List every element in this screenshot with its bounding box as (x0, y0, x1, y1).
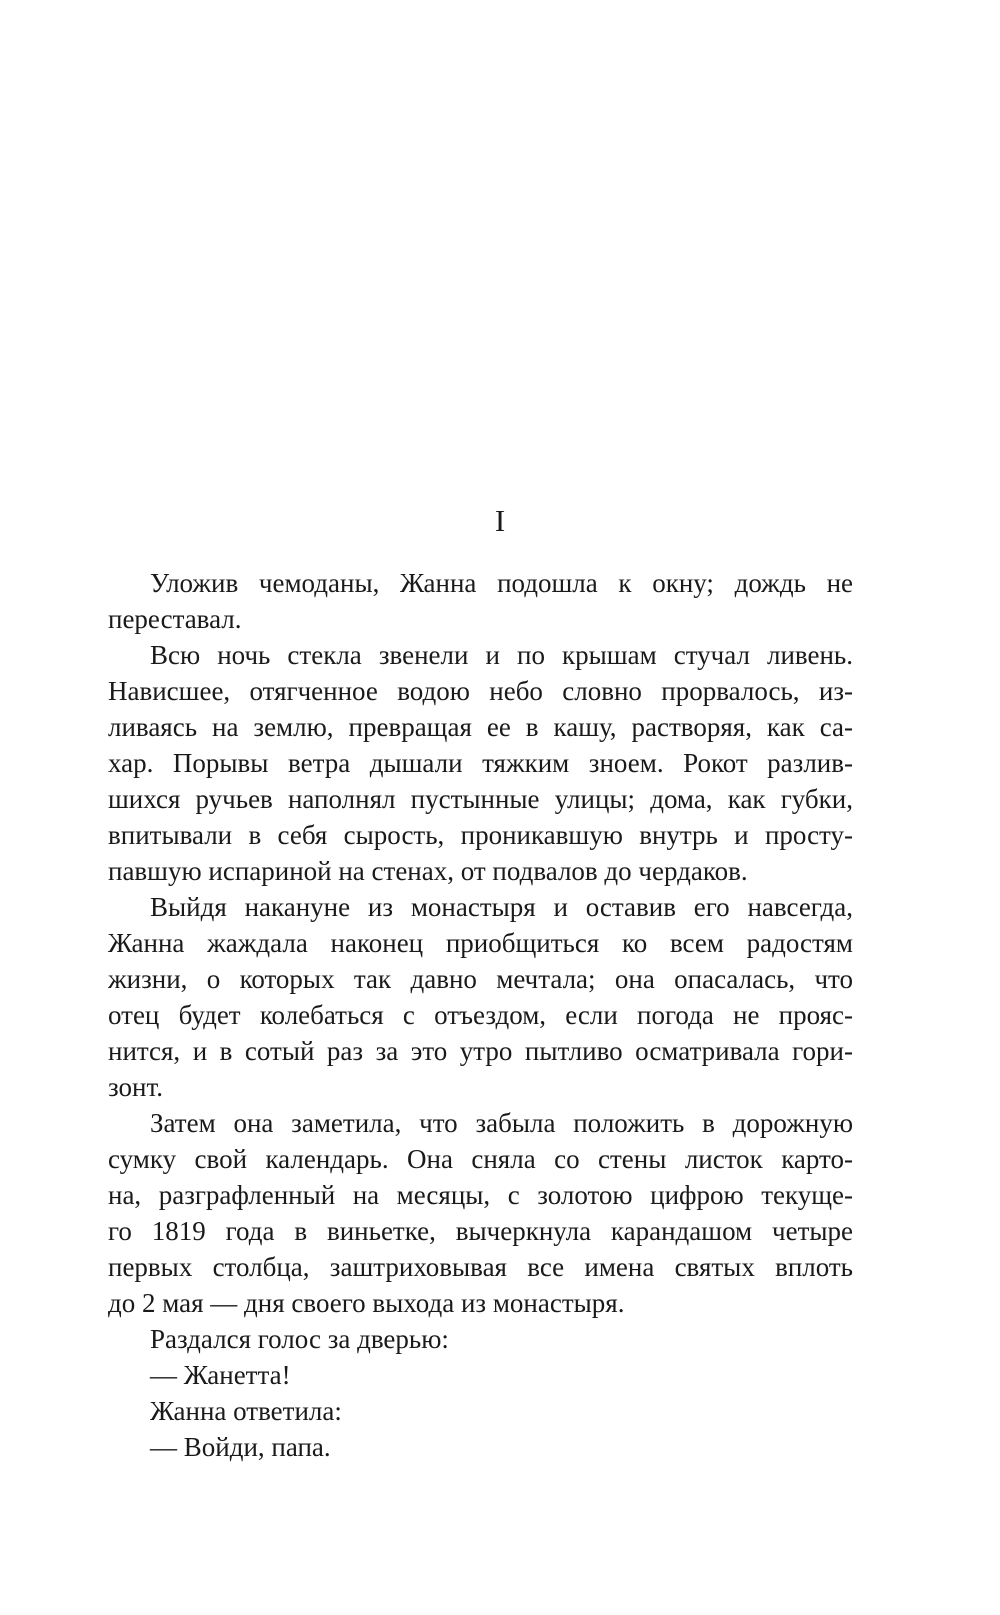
dialogue-line: — Жанетта! (150, 1360, 291, 1390)
text-line: до 2 мая — дня своего выхода из монастыря. (108, 1288, 625, 1318)
text-line: Жанна ответила: (150, 1396, 342, 1426)
text-line: го 1819 года в виньетке, вычеркнула карандашом четыре (108, 1216, 853, 1246)
text-line: впитывали в себя сырость, проникавшую внутрь и просту- (108, 820, 853, 850)
text-line: ливаясь на землю, превращая ее в кашу, растворяя, как са- (108, 712, 853, 742)
paragraph-5 (108, 1321, 853, 1357)
paragraph-8 (108, 1429, 853, 1465)
dialogue-line: — Войди, папа. (150, 1432, 331, 1462)
text-line: сумку свой календарь. Она сняла со стены листок карто- (108, 1144, 853, 1174)
text-line: Раздался голос за дверью: (150, 1324, 449, 1354)
paragraph-4 (108, 1105, 853, 1321)
chapter-number: I (494, 503, 506, 538)
text-line: жизни, о которых так давно мечтала; она опасалась, что (108, 964, 853, 994)
text-line: Уложив чемоданы, Жанна подошла к окну; дождь не (150, 568, 853, 598)
paragraph-6 (108, 1357, 853, 1393)
text-line: зонт. (108, 1072, 163, 1102)
text-line: Выйдя накануне из монастыря и оставив его навсегда, (150, 892, 853, 922)
text-line: Затем она заметила, что забыла положить в дорожную (150, 1108, 853, 1138)
text-line: Жанна жаждала наконец приобщиться ко всем радостям (108, 928, 853, 958)
text-line: отец будет колебаться с отъездом, если погода не прояс- (108, 1000, 853, 1030)
text-line: Нависшее, отягченное водою небо словно прорвалось, из- (108, 676, 853, 706)
text-line: первых столбца, заштриховывая все имена святых вплоть (108, 1252, 853, 1282)
text-line: шихся ручьев наполнял пустынные улицы; дома, как губки, (108, 784, 853, 814)
paragraph-7 (108, 1393, 853, 1429)
text-line: павшую испариной на стенах, от подвалов до чердаков. (108, 856, 748, 886)
paragraph-3 (108, 889, 853, 1105)
paragraph-1 (108, 565, 853, 637)
body-text (108, 565, 853, 1465)
text-line: переставал. (108, 604, 242, 634)
paragraph-2 (108, 637, 853, 889)
text-line: нится, и в сотый раз за это утро пытливо осматривала гори- (108, 1036, 853, 1066)
text-line: на, разграфленный на месяцы, с золотою цифрою текуще- (108, 1180, 853, 1210)
text-line: хар. Порывы ветра дышали тяжким зноем. Рокот разлив- (108, 748, 853, 778)
text-line: Всю ночь стекла звенели и по крышам стучал ливень. (150, 640, 853, 670)
